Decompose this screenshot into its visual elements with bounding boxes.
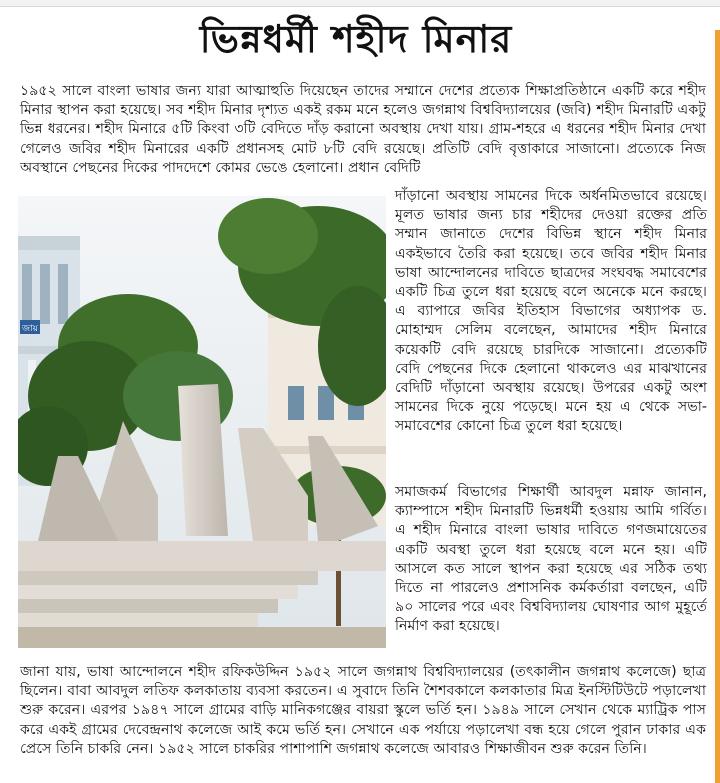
bottom-paragraph: জানা যায়, ভাষা আন্দোলনে শহীদ রফিকউদ্দিন ১৯৫২ সালে জগন্নাথ বিশ্ববিদ্যালয়ের (তৎকালীন জগন্নাথ কলেজে) ছাত্র ছিলেন। বাবা আবদুল লতিফ কলকাতায় ব্যবসা করতেন। এ সুবাদে তিনি শৈশবকালে কলকাতার মিত্র ইনস্টিটিউটে পড়ালেখা শুরু করেন। এরপর ১৯৪৭ সালে গ্রামের বাড়ি মানিকগঞ্জের বায়রা স্কুলে ভর্তি হন। ১৯৪৯ সালে সেখান থেকে ম্যাট্রিক পাস করে একই গ্রামের দেবেন্দ্রনাথ কলেজে আই কমে ভর্তি হন। সেখানে এক পর্যায়ে পড়ালেখা বন্ধ হয়ে গেলে পুরান ঢাকার এক প্রেসে তিনি চাকরি নেন। ১৯৫২ সালে চাকরির পাশাপাশি জগন্নাথ কলেজে আবারও শিক্ষাজীবন শুরু করেন তিনি।	[20, 664, 706, 757]
intro-paragraph: ১৯৫২ সালে বাংলা ভাষার জন্য যারা আত্মাহুতি দিয়েছেন তাদের সম্মানে দেশের প্রত্যেক শিক্ষাপ্রতিষ্ঠানে একটি করে শহীদ মিনার স্থাপন করা হয়েছে। সব শহীদ মিনার দৃশ্যত একই রকম মনে হলেও জগন্নাথ বিশ্ববিদ্যালয়ের (জবি) শহীদ মিনারটি একটু ভিন্ন ধরনের। শহীদ মিনারে ৫টি কিংবা ৩টি বেদিতে দাঁড় করানো অবস্থায় দেখা যায়। গ্রাম-শহরে এ ধরনের শহীদ মিনার দেখা গেলেও জবির শহীদ মিনারের একটি প্রধানসহ মোট ৮টি বেদি রয়েছে। প্রতিটি বেদি বৃত্তাকারে সাজানো। প্রত্যেকে নিজ অবস্থানে পেছনের দিকের পাদদেশে কোমর ভেঙে হেলানো। প্রধান বেদিটি	[20, 83, 706, 176]
article-headline: ভিন্নধর্মী শহীদ মিনার	[199, 16, 513, 61]
column-paragraph-1: দাঁড়ানো অবস্থায় সামনের দিকে অর্ধনমিতভাবে রয়েছে। মূলত ভাষার জন্য চার শহীদের দেওয়া রক্তের প্রতি সম্মান জানাতে দেশের বিভিন্ন স্থানে শহীদ মিনার একইভাবে তৈরি করা হয়েছে। তবে জবির শহীদ মিনার ভাষা আন্দোলনের দাবিতে ছাত্রদের সংঘবদ্ধ সমাবেশের একটি চিত্র তুলে ধরা হয়েছে বলে অনেকে মনে করছে। এ ব্যাপারে জবির ইতিহাস বিভাগের অধ্যাপক ড. মোহাম্মদ সেলিম বলেছেন, আমাদের শহীদ মিনারে কয়েকটি বেদি রয়েছে চারদিকে সাজানো। প্রত্যেকটি বেদি পেছনের দিকে হেলানো থাকলেও এর মাঝখানের বেদিটি দাঁড়ানো অবস্থায় রয়েছে। উপরের একটু অংশ সামনের দিকে নুয়ে পড়েছে। মনে হয় এ থেকে সভা-সমাবেশের কোনো চিত্র তুলে ধরা হয়েছে।	[395, 188, 707, 435]
column-paragraph-2: সমাজকর্ম বিভাগের শিক্ষার্থী আবদুল মন্নাফ জানান, ক্যাম্পাসে শহীদ মিনারটি ভিন্নধর্মী হওয়ায় আমি গর্বিত। এ শহীদ মিনারে বাংলা ভাষার দাবিতে গণজমায়েতের একটি অবস্থা তুলে ধরা হয়েছে বলে মনে হয়। এটি আসলে কত সালে স্থাপন করা হয়েছে এর সঠিক তথ্য দিতে না পারলেও প্রশাসনিক কর্মকর্তারা বলছেন, এটি ৯০ সালের পরে এবং বিশ্ববিদ্যালয় ঘোষণার আগ মুহূর্তে নির্মাণ করা হয়েছে।	[395, 484, 707, 635]
photo-illustration	[18, 196, 386, 648]
building-sign: জায়	[22, 324, 38, 334]
shaheed-minar-photo	[18, 196, 386, 648]
accent-border	[715, 30, 720, 783]
top-rule	[0, 0, 720, 7]
